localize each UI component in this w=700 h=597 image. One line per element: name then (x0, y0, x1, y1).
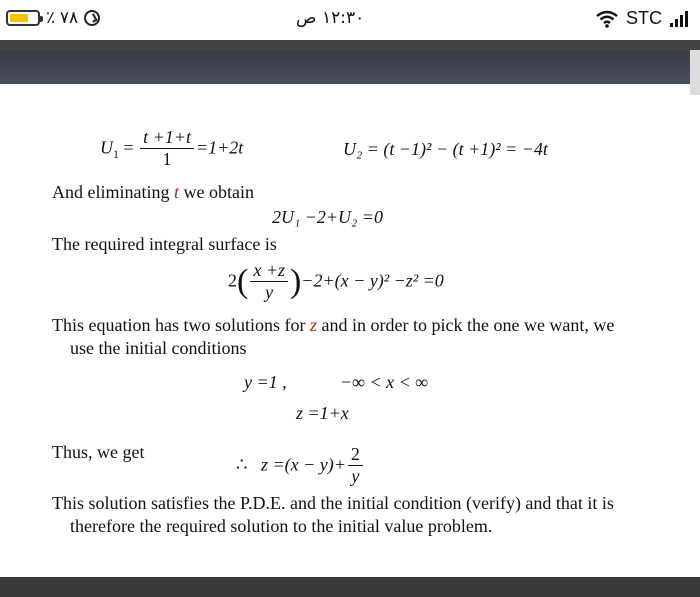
signal-strength-icon (670, 11, 688, 27)
status-left (6, 8, 100, 28)
equation-surface: 2( $\frac{x +z}{y}$ )−2+(x − y)² −z² =0 (228, 260, 444, 302)
status-bar (0, 0, 700, 40)
scrollbar[interactable] (690, 50, 700, 95)
equation-u2: U₂ = (t −1)² − (t +1)² = −4t (343, 139, 548, 159)
carrier-name: STC (626, 8, 662, 28)
status-time: ١٢:٣٠ ص (296, 8, 365, 28)
text-two-solutions: This equation has two solutions for z and in order to pick the one we want, we (52, 315, 615, 335)
rotation-lock-icon (84, 10, 100, 26)
condition-y: y =1 , (244, 372, 287, 392)
text-final-1: This solution satisfies the P.D.E. and the initial condition (verify) and that it is (52, 493, 614, 513)
equation-combined: 2U₁ −2+U₂ =0 (272, 207, 383, 227)
text-thus: Thus, we get (52, 442, 145, 462)
text-final-2: therefore the required solution to the initial value problem. (70, 516, 493, 536)
condition-z: z =1+x (296, 403, 349, 423)
text-required-surface: The required integral surface is (52, 234, 277, 254)
status-right (596, 8, 688, 29)
document-page (0, 95, 700, 575)
battery-icon (6, 10, 40, 26)
viewer-footer-bar (0, 577, 700, 597)
wifi-icon (596, 10, 618, 28)
text-initial-conditions: use the initial conditions (70, 338, 247, 358)
battery-percent: ٪ ٧٨ (46, 8, 79, 27)
condition-range: −∞ < x < ∞ (340, 372, 429, 392)
viewer-toolbar (0, 50, 700, 84)
text-eliminating: And eliminating t we obtain (52, 182, 254, 202)
equation-result: ∴ z =(x − y)+ $\frac{2}{y}$ (236, 445, 365, 487)
viewer-header-bar (0, 40, 700, 50)
equation-u1: $U_1$ = $\frac{t +1+t}{1}$ =1+2t (100, 127, 244, 169)
